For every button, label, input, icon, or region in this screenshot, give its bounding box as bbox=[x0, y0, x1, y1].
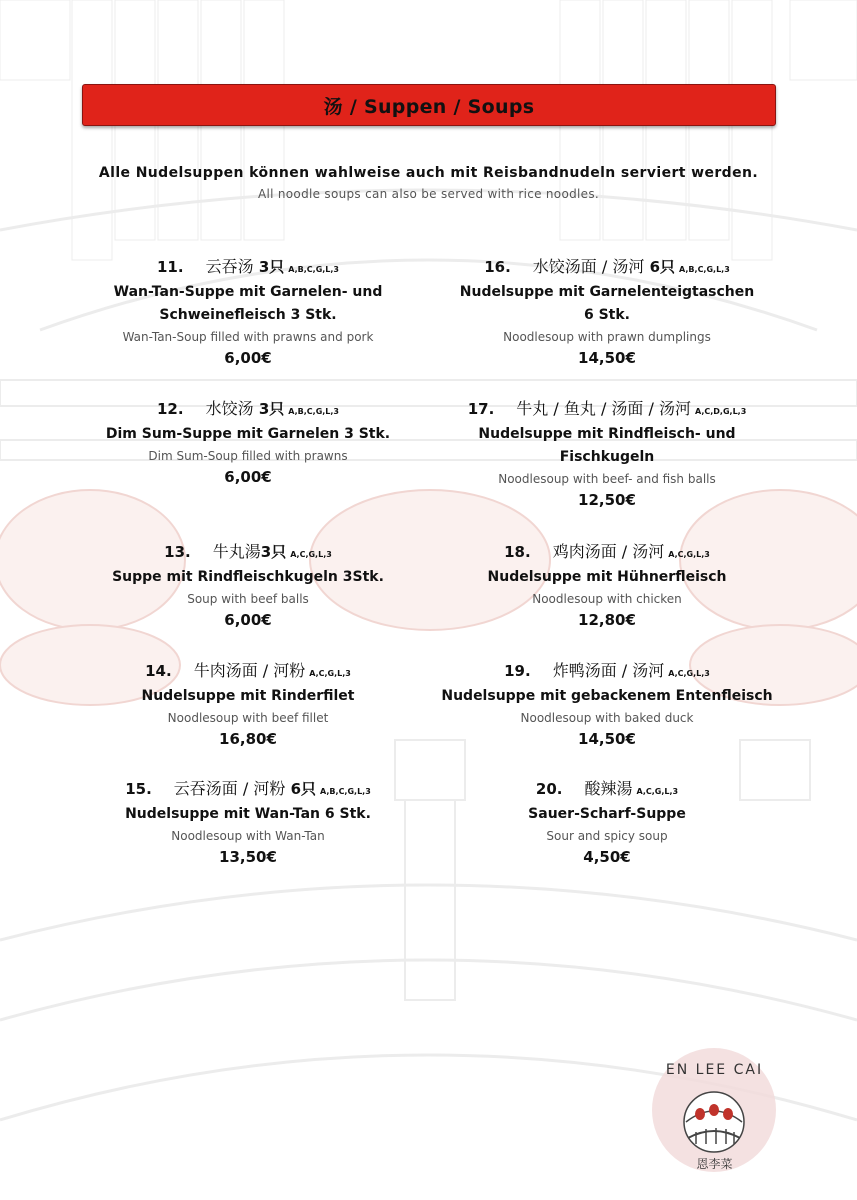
item-price: 6,00€ bbox=[224, 611, 272, 629]
item-chinese-name: 水饺汤 bbox=[205, 399, 254, 418]
item-allergens: A,C,G,L,3 bbox=[668, 669, 710, 678]
item-german-name: Nudelsuppe mit Hühnerfleisch bbox=[487, 569, 727, 585]
item-german-name: Nudelsuppe mit Rinderfilet bbox=[141, 688, 355, 704]
item-english-name: Sour and spicy soup bbox=[546, 829, 668, 843]
item-english-name: Soup with beef balls bbox=[187, 592, 309, 606]
item-number: 18. bbox=[504, 543, 531, 561]
item-english-name: Noodlesoup with prawn dumplings bbox=[503, 330, 711, 344]
item-chinese-name: 水饺汤面 / 汤河 bbox=[532, 257, 645, 276]
menu-item-12 bbox=[63, 398, 433, 488]
item-german-name: Schweinefleisch 3 Stk. bbox=[159, 307, 337, 323]
item-german-name: Fischkugeln bbox=[559, 449, 655, 465]
item-price: 16,80€ bbox=[219, 730, 277, 748]
item-number: 17. bbox=[467, 400, 495, 418]
item-allergens: A,B,C,G,L,3 bbox=[288, 407, 339, 416]
item-price: 14,50€ bbox=[578, 730, 636, 748]
item-allergens: A,B,C,G,L,3 bbox=[320, 787, 371, 796]
menu-item-16 bbox=[422, 256, 792, 369]
item-allergens: A,C,G,L,3 bbox=[309, 669, 351, 678]
item-number: 14. bbox=[145, 662, 172, 680]
item-allergens: A,C,G,L,3 bbox=[668, 550, 710, 559]
item-quantity: 3只 bbox=[253, 400, 285, 418]
intro-note-de: Alle Nudelsuppen können wahlweise auch mit Reisbandnudeln serviert werden. bbox=[98, 165, 759, 181]
intro-note-en: All noodle soups can also be served with rice noodles. bbox=[257, 187, 599, 201]
item-quantity: 3只 bbox=[260, 543, 287, 561]
item-chinese-name: 牛肉汤面 / 河粉 bbox=[193, 661, 306, 680]
item-number: 15. bbox=[125, 780, 152, 798]
restaurant-logo bbox=[652, 1040, 777, 1180]
item-english-name: Noodlesoup with chicken bbox=[532, 592, 682, 606]
item-chinese-name: 酸辣湯 bbox=[584, 779, 633, 798]
menu-item-17 bbox=[422, 398, 792, 511]
item-number: 11. bbox=[157, 258, 184, 276]
menu-item-14 bbox=[63, 660, 433, 750]
item-price: 4,50€ bbox=[583, 848, 631, 866]
section-header-bar bbox=[82, 84, 776, 126]
item-english-name: Noodlesoup with baked duck bbox=[520, 711, 694, 725]
item-number: 20. bbox=[535, 780, 563, 798]
item-quantity: 3只 bbox=[253, 258, 285, 276]
logo-text: EN LEE CAI bbox=[665, 1062, 764, 1078]
menu-item-15 bbox=[63, 778, 433, 868]
item-allergens: A,C,D,G,L,3 bbox=[695, 407, 747, 416]
menu-item-19 bbox=[422, 660, 792, 750]
item-number: 13. bbox=[164, 543, 191, 561]
menu-item-13 bbox=[63, 541, 433, 631]
item-english-name: Noodlesoup with beef fillet bbox=[167, 711, 329, 725]
logo-chinese-text: 恩李菜 bbox=[696, 1157, 733, 1171]
item-chinese-name: 鸡肉汤面 / 汤河 bbox=[552, 542, 665, 561]
item-allergens: A,C,G,L,3 bbox=[636, 787, 679, 796]
item-price: 6,00€ bbox=[224, 468, 272, 486]
menu-item-18 bbox=[422, 541, 792, 631]
item-german-name: Dim Sum-Suppe mit Garnelen 3 Stk. bbox=[105, 426, 391, 442]
menu-item-20 bbox=[422, 778, 792, 868]
item-german-name: Nudelsuppe mit gebackenem Entenfleisch bbox=[441, 688, 773, 704]
item-chinese-name: 炸鸭汤面 / 汤河 bbox=[552, 661, 665, 680]
item-price: 12,80€ bbox=[578, 611, 636, 629]
item-number: 16. bbox=[484, 258, 511, 276]
section-title: 汤 / Suppen / Soups bbox=[323, 95, 535, 118]
item-quantity: 6只 bbox=[644, 258, 676, 276]
item-german-name: Nudelsuppe mit Wan-Tan 6 Stk. bbox=[125, 806, 371, 822]
item-english-name: Noodlesoup with beef- and fish balls bbox=[498, 472, 716, 486]
item-german-name: Nudelsuppe mit Rindfleisch- und bbox=[478, 426, 736, 442]
item-number: 12. bbox=[157, 400, 184, 418]
item-german-name: Wan-Tan-Suppe mit Garnelen- und bbox=[113, 284, 383, 300]
item-english-name: Dim Sum-Soup filled with prawns bbox=[148, 449, 348, 463]
item-german-name: Sauer-Scharf-Suppe bbox=[528, 806, 686, 822]
item-german-name: 6 Stk. bbox=[583, 307, 631, 323]
item-english-name: Noodlesoup with Wan-Tan bbox=[171, 829, 325, 843]
item-german-name: Nudelsuppe mit Garnelenteigtaschen bbox=[459, 284, 755, 300]
item-price: 6,00€ bbox=[224, 349, 272, 367]
item-price: 12,50€ bbox=[578, 491, 636, 509]
item-english-name: Wan-Tan-Soup filled with prawns and pork bbox=[122, 330, 374, 344]
item-allergens: A,C,G,L,3 bbox=[290, 550, 332, 559]
item-chinese-name: 云吞汤 bbox=[205, 257, 254, 276]
item-chinese-name: 牛丸湯 bbox=[212, 542, 261, 561]
item-german-name: Suppe mit Rindfleischkugeln 3Stk. bbox=[112, 569, 384, 585]
item-number: 19. bbox=[504, 662, 531, 680]
item-price: 13,50€ bbox=[219, 848, 277, 866]
item-chinese-name: 云吞汤面 / 河粉 bbox=[173, 779, 286, 798]
item-price: 14,50€ bbox=[578, 349, 636, 367]
item-allergens: A,B,C,G,L,3 bbox=[679, 265, 730, 274]
menu-item-11 bbox=[63, 256, 433, 369]
item-chinese-name: 牛丸 / 鱼丸 / 汤面 / 汤河 bbox=[516, 399, 691, 418]
item-allergens: A,B,C,G,L,3 bbox=[288, 265, 339, 274]
item-quantity: 6只 bbox=[285, 780, 317, 798]
